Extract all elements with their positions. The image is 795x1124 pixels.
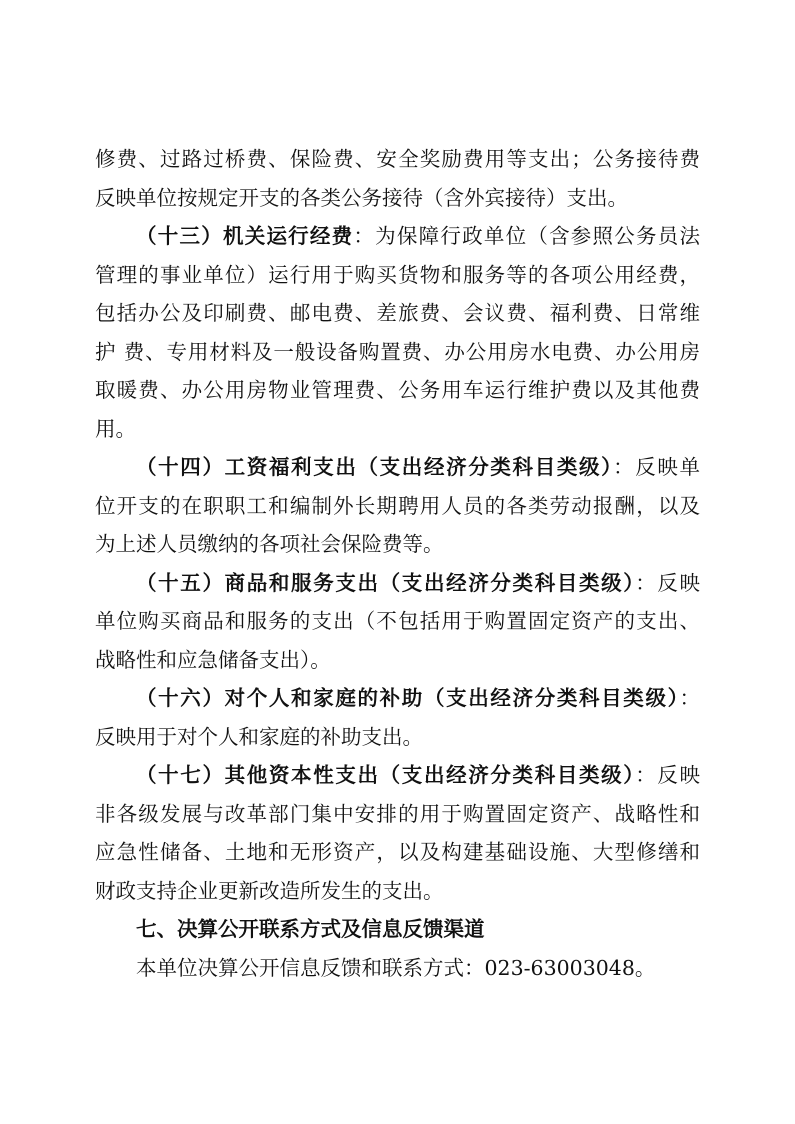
definition-text: ：反映 xyxy=(635,763,700,787)
paragraph-line: 非各级发展与改革部门集中安排的用于购置固定资产、战略性和 xyxy=(95,801,700,826)
paragraph-line: 用。 xyxy=(95,416,136,441)
paragraph-line: 单位购买商品和服务的支出（不包括用于购置固定资产的支出、 xyxy=(95,609,700,633)
paragraph-line: 反映用于对个人和家庭的补助支出。 xyxy=(95,724,423,749)
definition-item-17 xyxy=(95,756,700,795)
section-heading: 七、决算公开联系方式及信息反馈渠道 xyxy=(136,917,485,941)
paragraph-line: 护 费、专用材料及一般设备购置费、办公用房水电费、办公用房 xyxy=(95,339,700,364)
paragraph-line: 战略性和应急储备支出）。 xyxy=(95,647,331,672)
definition-item-14 xyxy=(95,448,700,487)
definition-term: （十三）机关运行经费 xyxy=(136,224,354,248)
definition-item-15 xyxy=(95,564,700,603)
document-page xyxy=(95,140,700,987)
definition-text: ：为保障行政单位（含参照公务员法 xyxy=(353,224,700,248)
paragraph-line: 取暖费、办公用房物业管理费、公务用车运行维护费以及其他费 xyxy=(95,378,700,402)
definition-term: （十四）工资福利支出（支出经济分类科目类级） xyxy=(136,455,614,479)
paragraph-line: 位开支的在职职工和编制外长期聘用人员的各类劳动报酬，以及 xyxy=(95,493,700,518)
definition-term: （十六）对个人和家庭的补助（支出经济分类科目类级） xyxy=(136,686,680,710)
contact-info: 本单位决算公开信息反馈和联系方式：023-63003048。 xyxy=(136,955,656,980)
paragraph-line: 修费、过路过桥费、保险费、安全奖励费用等支出；公务接待费 xyxy=(95,147,700,171)
definition-text: ：反映单 xyxy=(613,455,700,479)
paragraph-line: 应急性储备、土地和无形资产，以及构建基础设施、大型修缮和 xyxy=(95,840,700,864)
paragraph-line: 包括办公及印刷费、邮电费、差旅费、会议费、福利费、日常维 xyxy=(95,301,700,325)
definition-text: ： xyxy=(679,686,700,710)
paragraph-line: 反映单位按规定开支的各类公务接待（含外宾接待）支出。 xyxy=(95,185,628,210)
definition-term: （十五）商品和服务支出（支出经济分类科目类级） xyxy=(136,570,636,595)
paragraph-line: 财政支持企业更新改造所发生的支出。 xyxy=(95,878,444,903)
definition-term: （十七）其他资本性支出（支出经济分类科目类级） xyxy=(136,763,636,787)
definition-item-16 xyxy=(95,679,700,718)
definition-item-13 xyxy=(95,217,700,256)
paragraph-line: 为上述人员缴纳的各项社会保险费等。 xyxy=(95,532,444,556)
paragraph-line: 管理的事业单位）运行用于购买货物和服务等的各项公用经费， xyxy=(95,262,700,287)
definition-text: ：反映 xyxy=(635,570,700,595)
